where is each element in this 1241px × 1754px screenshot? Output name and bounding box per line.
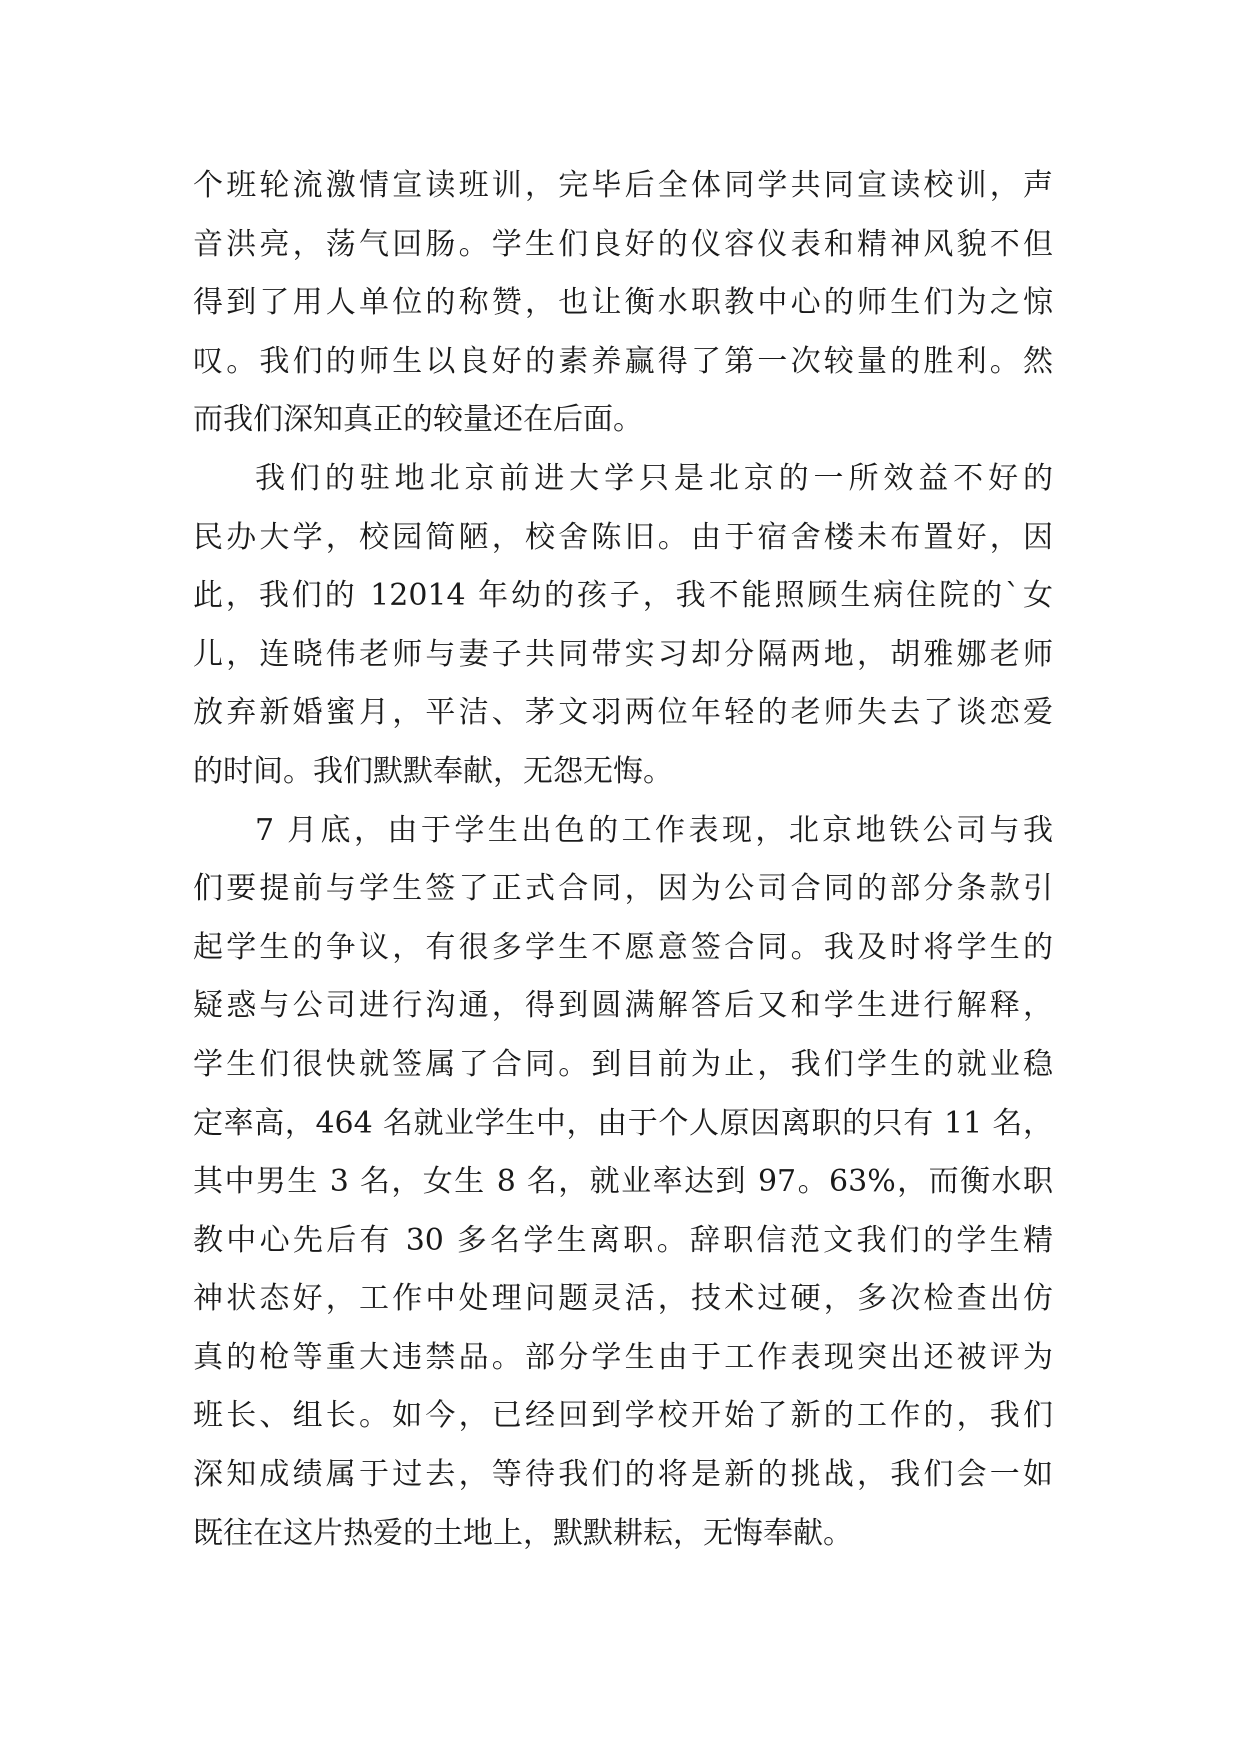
paragraph-3-line-8: 教中心先后有 30 多名学生离职。辞职信范文我们的学生精	[193, 1222, 1053, 1258]
paragraph-3-line-5: 学生们很快就签属了合同。到目前为止，我们学生的就业稳	[193, 1046, 1053, 1082]
paragraph-3-line-9: 神状态好，工作中处理问题灵活，技术过硬，多次检查出仿	[193, 1281, 1053, 1317]
paragraph-3-line-2: 们要提前与学生签了正式合同，因为公司合同的部分条款引	[193, 871, 1053, 907]
paragraph-3-line-13: 既往在这片热爱的土地上，默默耕耘，无悔奉献。	[193, 1515, 853, 1551]
paragraph-3-line-11: 班长、组长。如今，已经回到学校开始了新的工作的，我们	[193, 1398, 1053, 1434]
paragraph-2-line-5: 放弃新婚蜜月，平洁、茅文羽两位年轻的老师失去了谈恋爱	[193, 695, 1053, 731]
paragraph-3-line-12: 深知成绩属于过去，等待我们的将是新的挑战，我们会一如	[193, 1457, 1053, 1493]
paragraph-3-line-10: 真的枪等重大违禁品。部分学生由于工作表现突出还被评为	[193, 1339, 1053, 1375]
paragraph-1-line-3: 得到了用人单位的称赞，也让衡水职教中心的师生们为之惊	[193, 285, 1053, 321]
paragraph-3-line-7: 其中男生 3 名，女生 8 名，就业率达到 97。63%，而衡水职	[193, 1164, 1053, 1200]
paragraph-3-line-3: 起学生的争议，有很多学生不愿意签合同。我及时将学生的	[193, 929, 1053, 965]
paragraph-1-line-1: 个班轮流激情宣读班训，完毕后全体同学共同宣读校训，声	[193, 168, 1053, 203]
paragraph-2-line-3: 此，我们的 12014 年幼的孩子，我不能照顾生病住院的`女	[193, 578, 1053, 614]
paragraph-2-line-2: 民办大学，校园简陋，校舍陈旧。由于宿舍楼未布置好，因	[193, 519, 1053, 555]
paragraph-2-line-1: 我们的驻地北京前进大学只是北京的一所效益不好的	[255, 460, 1053, 496]
paragraph-1-line-4: 叹。我们的师生以良好的素养赢得了第一次较量的胜利。然	[193, 343, 1053, 379]
paragraph-1-line-2: 音洪亮，荡气回肠。学生们良好的仪容仪表和精神风貌不但	[193, 226, 1053, 262]
paragraph-3-line-6: 定率高，464 名就业学生中，由于个人原因离职的只有 11 名，	[193, 1105, 1053, 1141]
paragraph-3-line-1: 7 月底，由于学生出色的工作表现，北京地铁公司与我	[255, 812, 1053, 848]
paragraph-2-line-6: 的时间。我们默默奉献，无怨无悔。	[193, 753, 673, 789]
paragraph-3-line-4: 疑惑与公司进行沟通，得到圆满解答后又和学生进行解释，	[193, 988, 1053, 1024]
paragraph-1-line-5: 而我们深知真正的较量还在后面。	[193, 402, 643, 438]
body-text	[193, 157, 1053, 1563]
paragraph-2-line-4: 儿，连晓伟老师与妻子共同带实习却分隔两地，胡雅娜老师	[193, 636, 1053, 672]
